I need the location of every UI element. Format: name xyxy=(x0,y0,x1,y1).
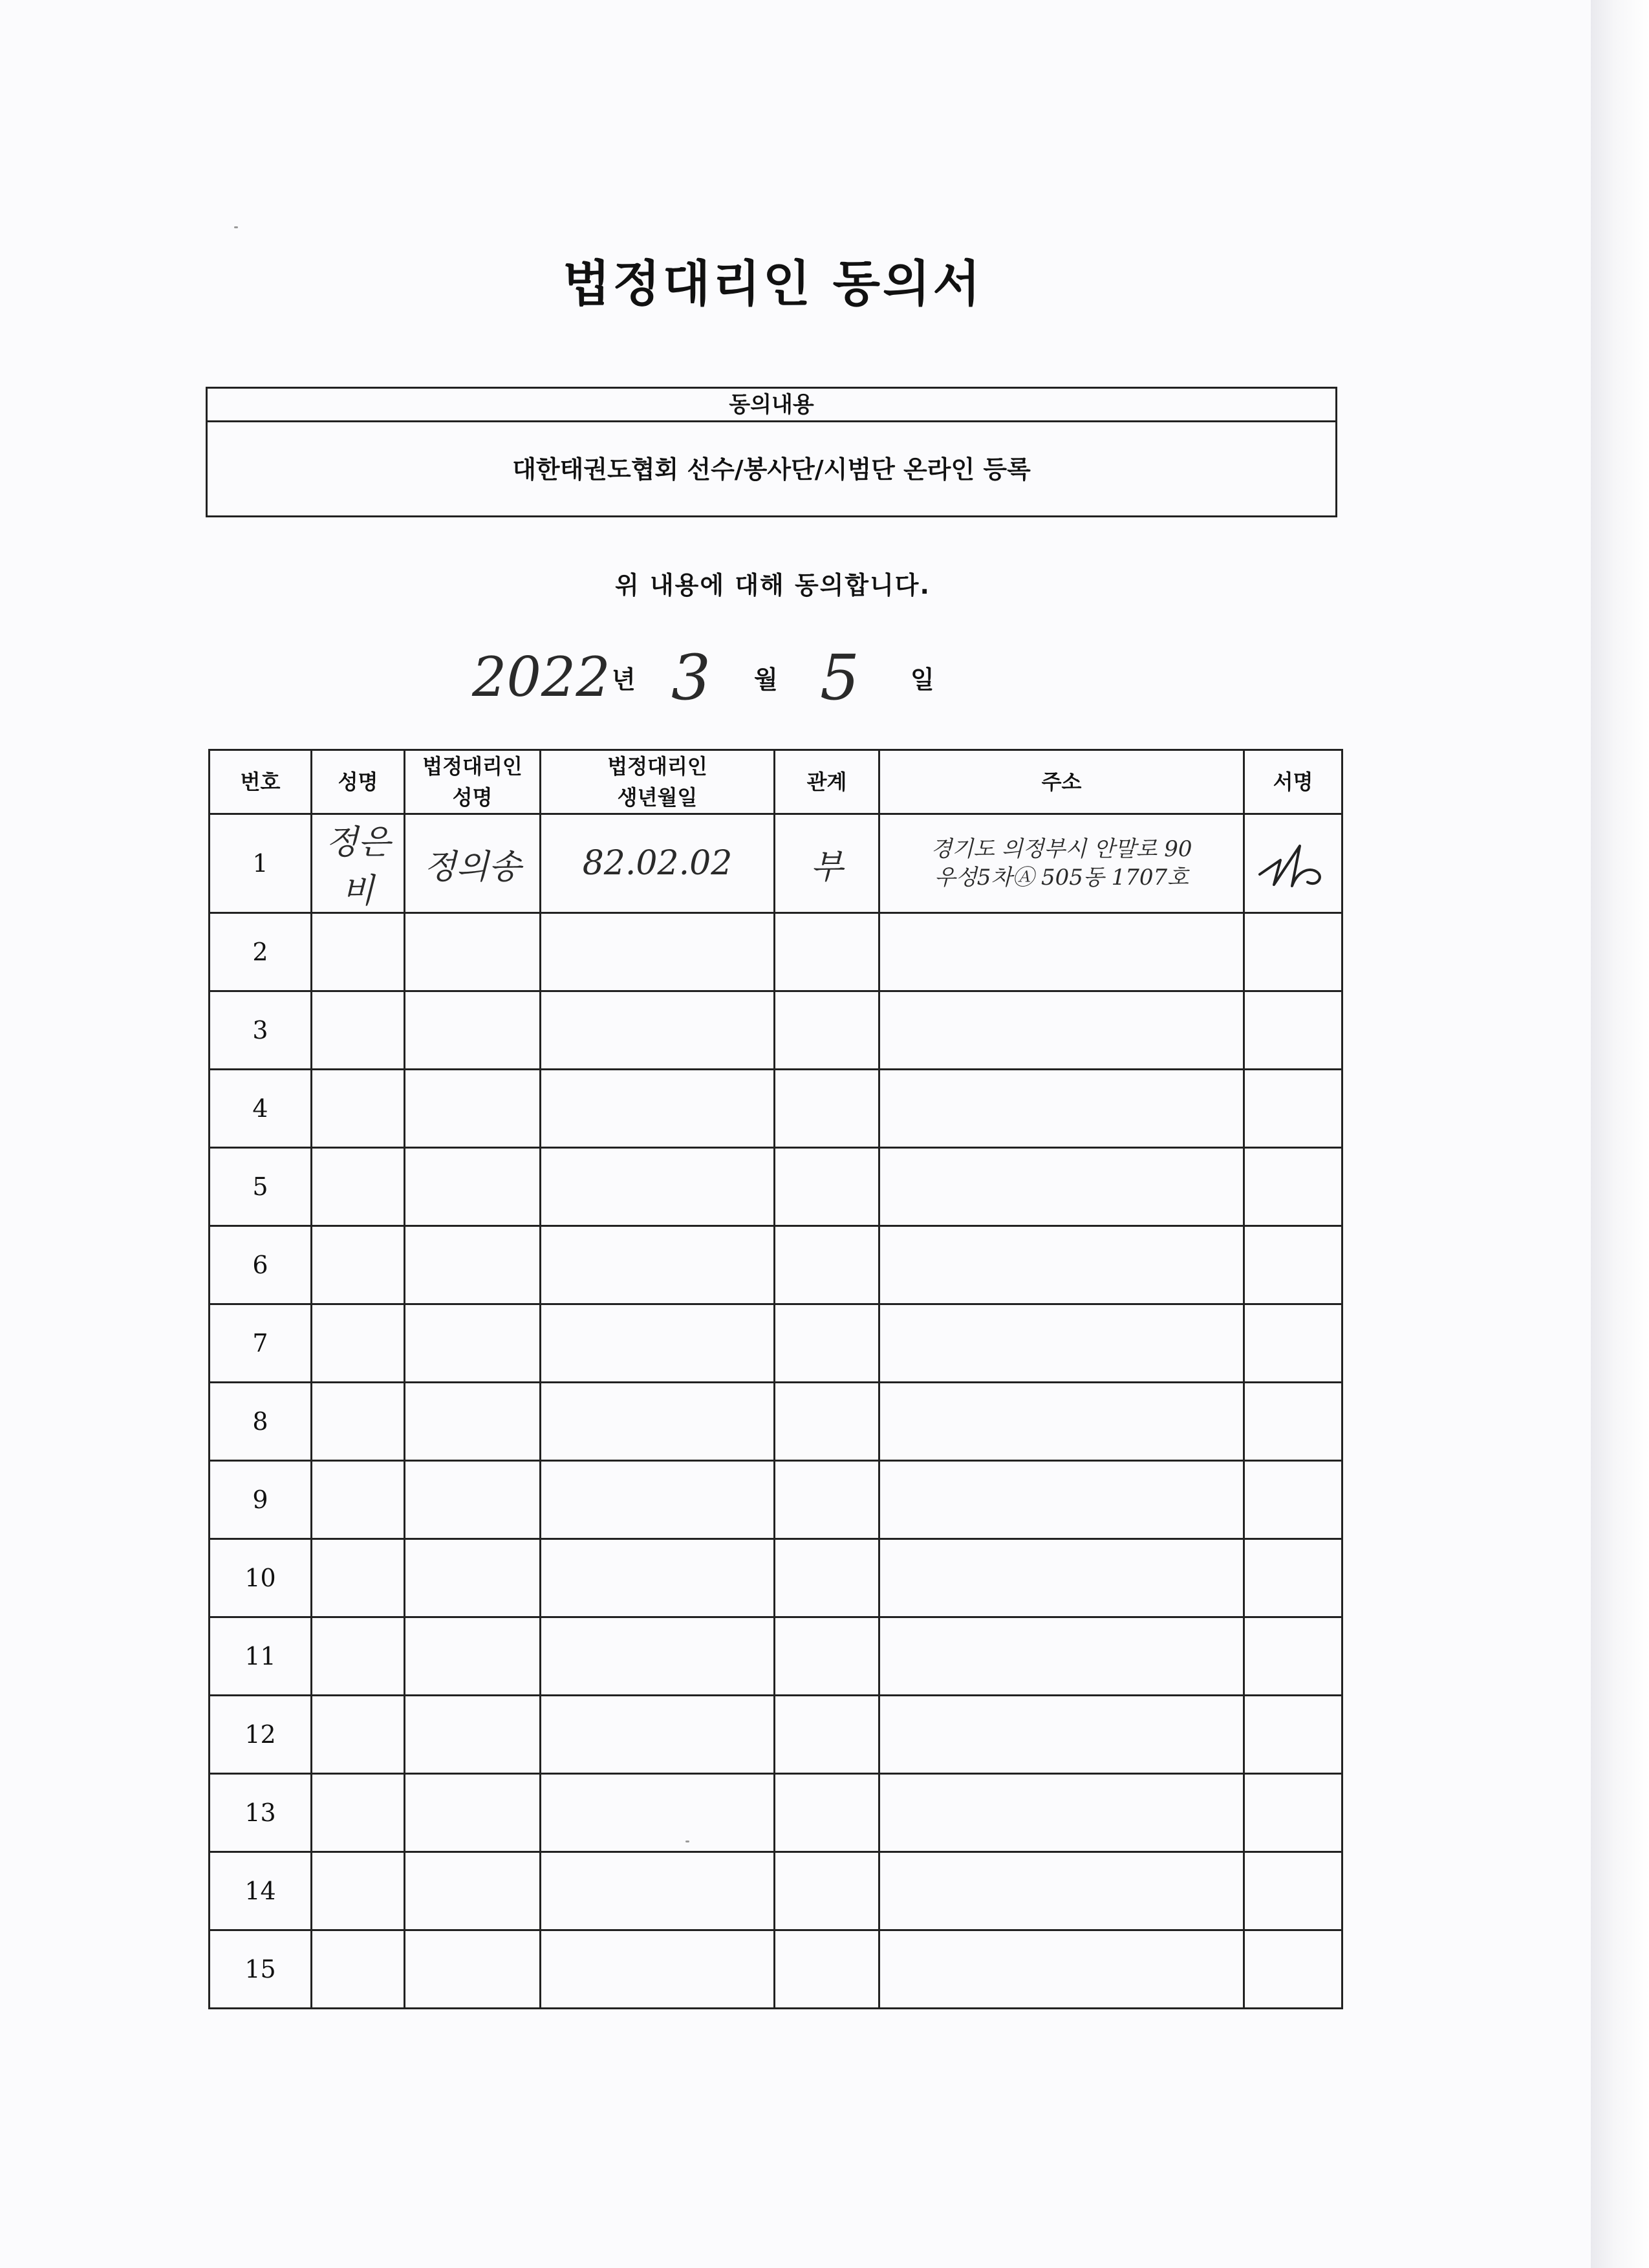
date-year-unit: 년 xyxy=(612,665,636,694)
relation-cell xyxy=(775,814,879,913)
address-line1-handwritten: 경기도 의정부시 안말로 90 xyxy=(931,836,1192,862)
guardian-dob-cell xyxy=(541,1226,775,1304)
date-day-unit: 일 xyxy=(911,665,934,694)
guardian-name-cell xyxy=(405,1226,541,1304)
guardian-name-cell xyxy=(405,1461,541,1539)
guardian-dob-cell xyxy=(541,814,775,913)
relation-cell xyxy=(775,1383,879,1461)
guardian-name-handwritten: 정의송 xyxy=(424,847,521,887)
signature-cell xyxy=(1244,1383,1342,1461)
header-relation: 관계 xyxy=(775,750,879,814)
relation-cell xyxy=(775,1930,879,2009)
address-cell xyxy=(879,1852,1244,1930)
relation-cell xyxy=(775,913,879,991)
table-row xyxy=(210,991,1342,1070)
student-name-cell xyxy=(312,1774,405,1852)
student-name-cell xyxy=(312,1930,405,2009)
row-number: 7 xyxy=(210,1304,312,1383)
address-cell xyxy=(879,991,1244,1070)
student-name-cell xyxy=(312,814,405,913)
signature-cell xyxy=(1244,1539,1342,1617)
relation-cell xyxy=(775,1617,879,1696)
guardian-name-cell xyxy=(405,1539,541,1617)
row-number: 2 xyxy=(210,913,312,991)
row-number: 5 xyxy=(210,1148,312,1226)
student-name-cell xyxy=(312,1304,405,1383)
row-number: 15 xyxy=(210,1930,312,2009)
header-guardian-name-line1: 법정대리인 xyxy=(422,754,523,779)
guardian-dob-cell xyxy=(541,991,775,1070)
student-name-cell xyxy=(312,1148,405,1226)
date-year-handwritten: 2022 xyxy=(472,645,610,709)
guardian-name-cell xyxy=(405,991,541,1070)
student-name-cell xyxy=(312,1696,405,1774)
guardian-dob-handwritten: 82.02.02 xyxy=(582,844,733,883)
guardian-name-cell xyxy=(405,1774,541,1852)
guardian-dob-cell xyxy=(541,1304,775,1383)
header-no: 번호 xyxy=(210,750,312,814)
relation-cell xyxy=(775,1070,879,1148)
student-name-cell xyxy=(312,1539,405,1617)
signature-cell xyxy=(1244,1304,1342,1383)
address-cell xyxy=(879,1930,1244,2009)
signature-cell xyxy=(1244,1070,1342,1148)
date-line xyxy=(466,642,983,713)
guardian-name-cell xyxy=(405,814,541,913)
guardian-name-cell xyxy=(405,913,541,991)
table-row xyxy=(210,814,1342,913)
scan-speck xyxy=(685,1841,689,1842)
row-number: 3 xyxy=(210,991,312,1070)
guardian-dob-cell xyxy=(541,1539,775,1617)
document-title: 법정대리인 동의서 xyxy=(563,255,983,312)
table-row xyxy=(210,1304,1342,1383)
student-name-cell xyxy=(312,1852,405,1930)
guardian-name-cell xyxy=(405,1148,541,1226)
signature-cell xyxy=(1244,1852,1342,1930)
relation-cell xyxy=(775,1304,879,1383)
consent-box xyxy=(206,387,1337,517)
signature-cell xyxy=(1244,1461,1342,1539)
signature-cell xyxy=(1244,1774,1342,1852)
table-row xyxy=(210,1617,1342,1696)
guardian-name-cell xyxy=(405,1617,541,1696)
signature-cell xyxy=(1244,991,1342,1070)
student-name-cell xyxy=(312,1617,405,1696)
signature-cell xyxy=(1244,913,1342,991)
row-number: 4 xyxy=(210,1070,312,1148)
row-number: 11 xyxy=(210,1617,312,1696)
guardian-name-cell xyxy=(405,1383,541,1461)
guardian-name-cell xyxy=(405,1696,541,1774)
table-row xyxy=(210,1148,1342,1226)
table-row xyxy=(210,1930,1342,2009)
row-number: 9 xyxy=(210,1461,312,1539)
signature-cell xyxy=(1244,814,1342,913)
row-number: 8 xyxy=(210,1383,312,1461)
handwritten-signature xyxy=(1255,834,1332,892)
guardian-roster-table xyxy=(208,749,1343,2009)
guardian-dob-cell xyxy=(541,1383,775,1461)
relation-cell xyxy=(775,1696,879,1774)
table-row xyxy=(210,1226,1342,1304)
student-name-cell xyxy=(312,1461,405,1539)
student-name-cell xyxy=(312,991,405,1070)
row-number: 14 xyxy=(210,1852,312,1930)
date-month-handwritten: 3 xyxy=(671,642,711,714)
consent-header: 동의내용 xyxy=(208,389,1335,422)
header-guardian-name-line2: 성명 xyxy=(452,785,493,810)
header-guardian-dob-line2: 생년월일 xyxy=(617,785,698,810)
guardian-dob-cell xyxy=(541,1461,775,1539)
address-cell xyxy=(879,1774,1244,1852)
relation-cell xyxy=(775,1852,879,1930)
signature-cell xyxy=(1244,1226,1342,1304)
relation-cell xyxy=(775,1774,879,1852)
signature-cell xyxy=(1244,1696,1342,1774)
address-cell xyxy=(879,1539,1244,1617)
guardian-dob-cell xyxy=(541,1852,775,1930)
row-number: 12 xyxy=(210,1696,312,1774)
header-name: 성명 xyxy=(312,750,405,814)
date-day-handwritten: 5 xyxy=(820,642,860,714)
header-guardian-name xyxy=(405,750,541,814)
relation-cell xyxy=(775,1226,879,1304)
address-cell xyxy=(879,814,1244,913)
scan-speck xyxy=(234,226,238,228)
table-row xyxy=(210,1696,1342,1774)
header-guardian-dob xyxy=(541,750,775,814)
address-cell xyxy=(879,1226,1244,1304)
guardian-name-cell xyxy=(405,1070,541,1148)
guardian-dob-cell xyxy=(541,1696,775,1774)
date-month-unit: 월 xyxy=(754,665,778,694)
relation-cell xyxy=(775,1539,879,1617)
address-cell xyxy=(879,1617,1244,1696)
student-name-cell xyxy=(312,1226,405,1304)
address-line2-handwritten: 우성5차Ⓐ 505동 1707호 xyxy=(934,865,1189,891)
address-cell xyxy=(879,913,1244,991)
agreement-statement: 위 내용에 대해 동의합니다. xyxy=(615,571,931,599)
guardian-dob-cell xyxy=(541,1148,775,1226)
guardian-dob-cell xyxy=(541,1617,775,1696)
guardian-dob-cell xyxy=(541,1070,775,1148)
address-cell xyxy=(879,1696,1244,1774)
row-number: 6 xyxy=(210,1226,312,1304)
address-cell xyxy=(879,1070,1244,1148)
table-row xyxy=(210,1461,1342,1539)
student-name-cell xyxy=(312,1383,405,1461)
address-cell xyxy=(879,1383,1244,1461)
relation-handwritten: 부 xyxy=(810,847,843,887)
table-row xyxy=(210,1852,1342,1930)
table-row xyxy=(210,1070,1342,1148)
signature-cell xyxy=(1244,1617,1342,1696)
address-cell xyxy=(879,1461,1244,1539)
guardian-dob-cell xyxy=(541,1774,775,1852)
table-row xyxy=(210,1539,1342,1617)
signature-cell xyxy=(1244,1148,1342,1226)
header-guardian-dob-line1: 법정대리인 xyxy=(607,754,707,779)
guardian-dob-cell xyxy=(541,1930,775,2009)
address-cell xyxy=(879,1148,1244,1226)
table-row xyxy=(210,1383,1342,1461)
guardian-dob-cell xyxy=(541,913,775,991)
relation-cell xyxy=(775,991,879,1070)
guardian-name-cell xyxy=(405,1304,541,1383)
signature-cell xyxy=(1244,1930,1342,2009)
row-number: 13 xyxy=(210,1774,312,1852)
address-cell xyxy=(879,1304,1244,1383)
header-signature: 서명 xyxy=(1244,750,1342,814)
relation-cell xyxy=(775,1461,879,1539)
student-name-cell xyxy=(312,913,405,991)
table-row xyxy=(210,913,1342,991)
row-number: 1 xyxy=(210,814,312,913)
consent-content: 대한태권도협회 선수/봉사단/시범단 온라인 등록 xyxy=(512,455,1031,484)
header-address: 주소 xyxy=(879,750,1244,814)
student-name-cell xyxy=(312,1070,405,1148)
table-row xyxy=(210,1774,1342,1852)
table-header-row xyxy=(210,750,1342,814)
student-name-handwritten: 정은비 xyxy=(325,823,391,911)
guardian-name-cell xyxy=(405,1852,541,1930)
scan-edge xyxy=(1591,0,1649,2268)
relation-cell xyxy=(775,1148,879,1226)
row-number: 10 xyxy=(210,1539,312,1617)
guardian-name-cell xyxy=(405,1930,541,2009)
